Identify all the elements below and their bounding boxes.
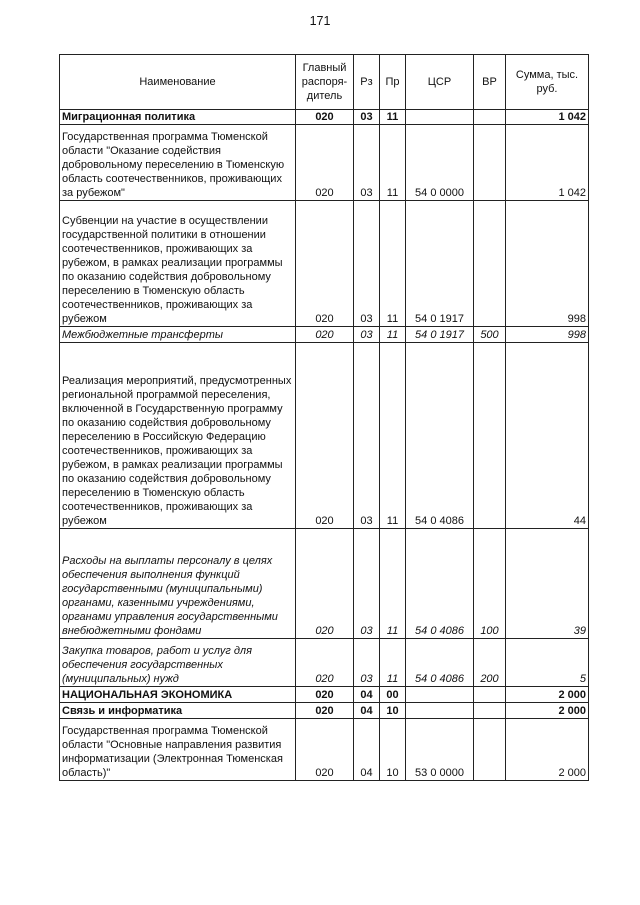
row-sum: 1 042 <box>506 110 589 125</box>
row-vr: 100 <box>474 529 506 639</box>
row-pr: 00 <box>380 687 406 703</box>
table-row <box>60 327 589 343</box>
row-pr: 11 <box>380 201 406 327</box>
row-pr: 10 <box>380 703 406 719</box>
table-row <box>60 703 589 719</box>
row-glav: 020 <box>296 687 354 703</box>
row-csr: 54 0 1917 <box>406 201 474 327</box>
row-rz: 03 <box>354 110 380 125</box>
row-pr: 11 <box>380 110 406 125</box>
row-sum: 2 000 <box>506 719 589 781</box>
row-sum: 39 <box>506 529 589 639</box>
row-glav: 020 <box>296 125 354 201</box>
row-rz: 03 <box>354 343 380 529</box>
table-row <box>60 343 589 529</box>
table-row <box>60 201 589 327</box>
table-row <box>60 529 589 639</box>
row-csr: 54 0 4086 <box>406 639 474 687</box>
row-vr <box>474 125 506 201</box>
table-row <box>60 125 589 201</box>
row-glav: 020 <box>296 343 354 529</box>
row-glav: 020 <box>296 110 354 125</box>
row-vr: 200 <box>474 639 506 687</box>
row-pr: 11 <box>380 639 406 687</box>
row-name: НАЦИОНАЛЬНАЯ ЭКОНОМИКА <box>60 687 296 703</box>
row-sum: 2 000 <box>506 687 589 703</box>
header-pr: Пр <box>380 55 406 110</box>
row-name: Межбюджетные трансферты <box>60 327 296 343</box>
row-pr: 10 <box>380 719 406 781</box>
header-name: Наименование <box>60 55 296 110</box>
row-glav: 020 <box>296 529 354 639</box>
row-glav: 020 <box>296 201 354 327</box>
row-sum: 5 <box>506 639 589 687</box>
row-rz: 03 <box>354 201 380 327</box>
row-csr <box>406 110 474 125</box>
row-pr: 11 <box>380 125 406 201</box>
row-rz: 03 <box>354 639 380 687</box>
row-rz: 03 <box>354 529 380 639</box>
row-name: Закупка товаров, работ и услуг для обеспечения государственных (муниципальных) нужд <box>60 639 296 687</box>
row-name: Государственная программа Тюменской области "Оказание содействия добровольному переселению в Тюменскую область соотечественников, проживающих за рубежом" <box>60 125 296 201</box>
row-glav: 020 <box>296 327 354 343</box>
row-rz: 03 <box>354 327 380 343</box>
table-row <box>60 639 589 687</box>
row-sum: 1 042 <box>506 125 589 201</box>
table-row <box>60 110 589 125</box>
row-glav: 020 <box>296 639 354 687</box>
row-vr <box>474 703 506 719</box>
budget-table <box>59 54 589 781</box>
row-pr: 11 <box>380 529 406 639</box>
table-header-row <box>60 55 589 110</box>
row-pr: 11 <box>380 343 406 529</box>
row-rz: 04 <box>354 687 380 703</box>
row-name: Расходы на выплаты персоналу в целях обеспечения выполнения функций государственными (муниципальными) органами, казенными учреждениями, органами управления государственными внебюджетными фондами <box>60 529 296 639</box>
header-vr: ВР <box>474 55 506 110</box>
row-csr <box>406 687 474 703</box>
row-glav: 020 <box>296 703 354 719</box>
row-sum: 998 <box>506 327 589 343</box>
page-number: 171 <box>309 14 331 28</box>
row-sum: 44 <box>506 343 589 529</box>
row-name: Субвенции на участие в осуществлении государственной политики в отношении соотечественников, проживающих за рубежом, в рамках реализации программы по оказанию содействия добровольному переселению в Тюменскую область соотечественников, проживающих за рубежом <box>60 201 296 327</box>
row-sum: 998 <box>506 201 589 327</box>
row-vr <box>474 343 506 529</box>
header-rz: Рз <box>354 55 380 110</box>
row-rz: 04 <box>354 719 380 781</box>
row-name: Миграционная политика <box>60 110 296 125</box>
row-csr: 53 0 0000 <box>406 719 474 781</box>
row-glav: 020 <box>296 719 354 781</box>
header-sum: Сумма, тыс. руб. <box>506 55 589 110</box>
table-row <box>60 687 589 703</box>
table-row <box>60 719 589 781</box>
row-pr: 11 <box>380 327 406 343</box>
row-vr <box>474 110 506 125</box>
row-rz: 03 <box>354 125 380 201</box>
row-vr <box>474 719 506 781</box>
row-sum: 2 000 <box>506 703 589 719</box>
header-csr: ЦСР <box>406 55 474 110</box>
row-csr: 54 0 4086 <box>406 529 474 639</box>
row-vr <box>474 687 506 703</box>
row-name: Государственная программа Тюменской области "Основные направления развития информатизации (Электронная Тюменская область)" <box>60 719 296 781</box>
row-name: Связь и информатика <box>60 703 296 719</box>
row-name: Реализация мероприятий, предусмотренных региональной программой переселения, включенной в Государственную программу по оказанию содействия добровольному переселению в Российскую Федерацию соотечественников, проживающих за рубежом, в рамках реализации программы по оказанию содействия добровольному переселению в Тюменскую область соотечественников, проживающих за рубежом <box>60 343 296 529</box>
row-vr: 500 <box>474 327 506 343</box>
row-vr <box>474 201 506 327</box>
row-rz: 04 <box>354 703 380 719</box>
row-csr: 54 0 4086 <box>406 343 474 529</box>
row-csr <box>406 703 474 719</box>
row-csr: 54 0 1917 <box>406 327 474 343</box>
row-csr: 54 0 0000 <box>406 125 474 201</box>
header-glav: Главный распоря- дитель <box>296 55 354 110</box>
